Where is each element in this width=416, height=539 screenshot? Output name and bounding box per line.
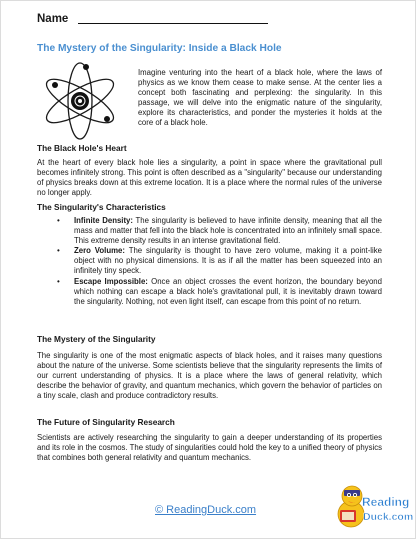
section-text-mystery: The singularity is one of the most enigmatic aspects of black holes, and it raises many questions about the nature of the universe. Some scientists believe that the singularity represents the limits of our current understanding of physics. It is a place where the laws of general relativity, which describe the behavior of gravity, and quantum mechanics, which govern the behavior of particles on a tiny scale, clash and produce contradictory results.: [37, 351, 382, 401]
name-label: Name: [37, 13, 69, 25]
name-blank-line[interactable]: [78, 23, 268, 24]
bullet-text: The singularity is thought to have zero volume, making it a point-like object with no physical dimensions. It is as if all the matter has been squeezed into an infinitely tiny speck.: [74, 246, 383, 276]
section-text-heart: At the heart of every black hole lies a singularity, a point in space where the gravitational pull becomes infinitely strong. This point is often described as a "singularity" because our understanding of physics breaks down at this extreme location. It is a place where the normal rules of the universe no longer apply.: [37, 158, 382, 198]
intro-paragraph: Imagine venturing into the heart of a black hole, where the laws of physics as we know them cease to make sense. At the center lies a concept both fascinating and perplexing: the singularity. In this passage, we will delve into the enigmatic nature of the singularity, explore its characteristics, and ponder the mysteries it holds at the core of a black hole.: [138, 68, 382, 128]
characteristics-list: [55, 216, 382, 307]
section-heading-heart: The Black Hole's Heart: [37, 143, 127, 153]
copyright-link[interactable]: © ReadingDuck.com: [155, 504, 257, 516]
list-item: [55, 277, 382, 307]
section-text-future: Scientists are actively researching the singularity to gain a deeper understanding of its properties and its role in the cosmos. The study of singularities could hold the key to a unified theory of physics that combines both general relativity and quantum mechanics.: [37, 433, 382, 463]
list-item: [55, 216, 382, 246]
section-heading-future: The Future of Singularity Research: [37, 417, 175, 427]
bullet-term: Zero Volume:: [74, 246, 125, 256]
article-title: The Mystery of the Singularity: Inside a Black Hole: [37, 43, 282, 54]
svg-text:Reading: Reading: [362, 495, 410, 509]
bullet-term: Escape Impossible:: [74, 276, 148, 286]
bullet-term: Infinite Density:: [74, 216, 133, 225]
bullet-text: The singularity is believed to have infinite density, meaning that all the mass and matter that fell into the black hole is concentrated into an infinitely small space. This extreme density results in an intense gravitational field.: [74, 216, 383, 246]
name-row: [37, 11, 337, 25]
section-heading-characteristics: The Singularity's Characteristics: [37, 202, 166, 212]
bullet-text: Once an object crosses the event horizon, the boundary beyond which nothing can escape a black hole's gravitational pull, it is inevitably drawn toward the singularity. Nothing, not even light itself, can escape from this point of no return.: [74, 276, 382, 306]
section-heading-mystery: The Mystery of the Singularity: [37, 334, 156, 344]
reading-duck-logo: [336, 476, 414, 532]
atom-icon: [39, 61, 121, 141]
svg-text:Duck.com: Duck.com: [363, 511, 414, 523]
list-item: [55, 246, 382, 276]
